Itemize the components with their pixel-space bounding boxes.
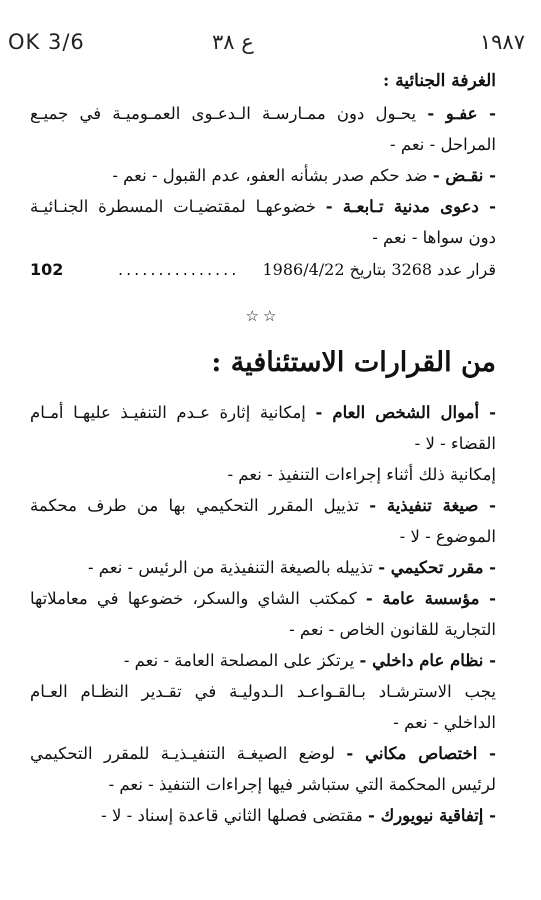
entry-term: - دعوى مدنية تـابعـة - bbox=[325, 197, 496, 216]
entry-text: يحـول دون ممـارسـة الـدعـوى العمـوميـة في جميـع bbox=[30, 104, 417, 123]
entry-line: الموضوع - لا - bbox=[399, 527, 496, 546]
decision-reference bbox=[30, 253, 496, 287]
entry-text: خضوعهـا لمقتضيـات المسطرة الجنـائيـة bbox=[30, 197, 316, 216]
entry-text: إمكانية إثارة عـدم التنفيـذ عليهـا أمـام bbox=[30, 403, 306, 422]
document-page bbox=[30, 64, 496, 831]
entry-text: كمكتب الشاي والسكر، خضوعها في معاملاتها bbox=[30, 589, 357, 608]
entry-text: لوضع الصيغـة التنفيـذيـة للمقرر التحكيمي bbox=[30, 744, 336, 763]
entry-line: يجب الاسترشـاد بـالقـواعـد الـدوليـة في تقـدير النظـام العـام bbox=[30, 682, 496, 701]
entry-line bbox=[30, 645, 496, 676]
handwritten-year: ١٩٨٧ bbox=[479, 30, 525, 54]
entry-line: لرئيس المحكمة التي ستباشر فيها إجراءات التنفيذ - نعم - bbox=[108, 775, 496, 794]
entry-line: القضاء - لا - bbox=[414, 434, 496, 453]
entry-text: مقتضى فصلها الثاني قاعدة إسناد - لا - bbox=[101, 806, 363, 825]
entry-term: - صيغة تنفيذية - bbox=[369, 496, 496, 515]
entry-term: - مقرر تحكيمي - bbox=[378, 558, 496, 577]
entry-line bbox=[30, 191, 496, 222]
entry-text: يرتكز على المصلحة العامة - نعم - bbox=[123, 651, 355, 670]
entry-line bbox=[30, 490, 496, 521]
entry-line bbox=[30, 397, 496, 428]
entry-text: ضد حكم صدر بشأنه العفو، عدم القبول - نعم - bbox=[112, 166, 428, 185]
entry-line bbox=[30, 583, 496, 614]
entry-line: الداخلي - نعم - bbox=[393, 713, 496, 732]
entry-text: تذييل المقرر التحكيمي بها من طرف محكمة bbox=[30, 496, 359, 515]
entry-line bbox=[30, 160, 496, 191]
entry-line bbox=[30, 552, 496, 583]
entry-line bbox=[30, 98, 496, 129]
entry-term: - إتفاقية نيويورك - bbox=[368, 806, 496, 825]
entry-term: - اختصاص مكاني - bbox=[346, 744, 496, 763]
decision-reference-text: قرار عدد 3268 بتاريخ 1986/4/22 bbox=[262, 260, 496, 279]
entry-text: تذييله بالصيغة التنفيذية من الرئيس - نعم - bbox=[87, 558, 373, 577]
entry-term: - نقـض - bbox=[432, 166, 496, 185]
entry-term: - مؤسسة عامة - bbox=[365, 589, 496, 608]
separator-stars: ☆☆ bbox=[245, 307, 281, 325]
entry-line: التجارية للقانون الخاص - نعم - bbox=[289, 620, 496, 639]
handwritten-note-middle: ع ٣٨ bbox=[212, 30, 254, 54]
entry-line: إمكانية ذلك أثناء إجراءات التنفيذ - نعم - bbox=[227, 465, 496, 484]
entry-term: - أموال الشخص العام - bbox=[315, 403, 496, 422]
page-number: 102 bbox=[30, 260, 64, 279]
leader-dots: ............... bbox=[118, 260, 240, 279]
entry-line: المراحل - نعم - bbox=[390, 135, 496, 154]
entry-term: - عفـو - bbox=[427, 104, 496, 123]
handwritten-note-left: OK 3/6 bbox=[8, 30, 85, 54]
entry-line bbox=[30, 738, 496, 769]
section-heading-criminal-chamber: الغرفة الجنائية : bbox=[383, 71, 496, 91]
entry-line bbox=[30, 800, 496, 831]
section-title-appeal-decisions: من القرارات الاستئنافية : bbox=[211, 347, 496, 378]
entry-term: - نظام عام داخلي - bbox=[359, 651, 496, 670]
entry-line: دون سواها - نعم - bbox=[372, 228, 496, 247]
